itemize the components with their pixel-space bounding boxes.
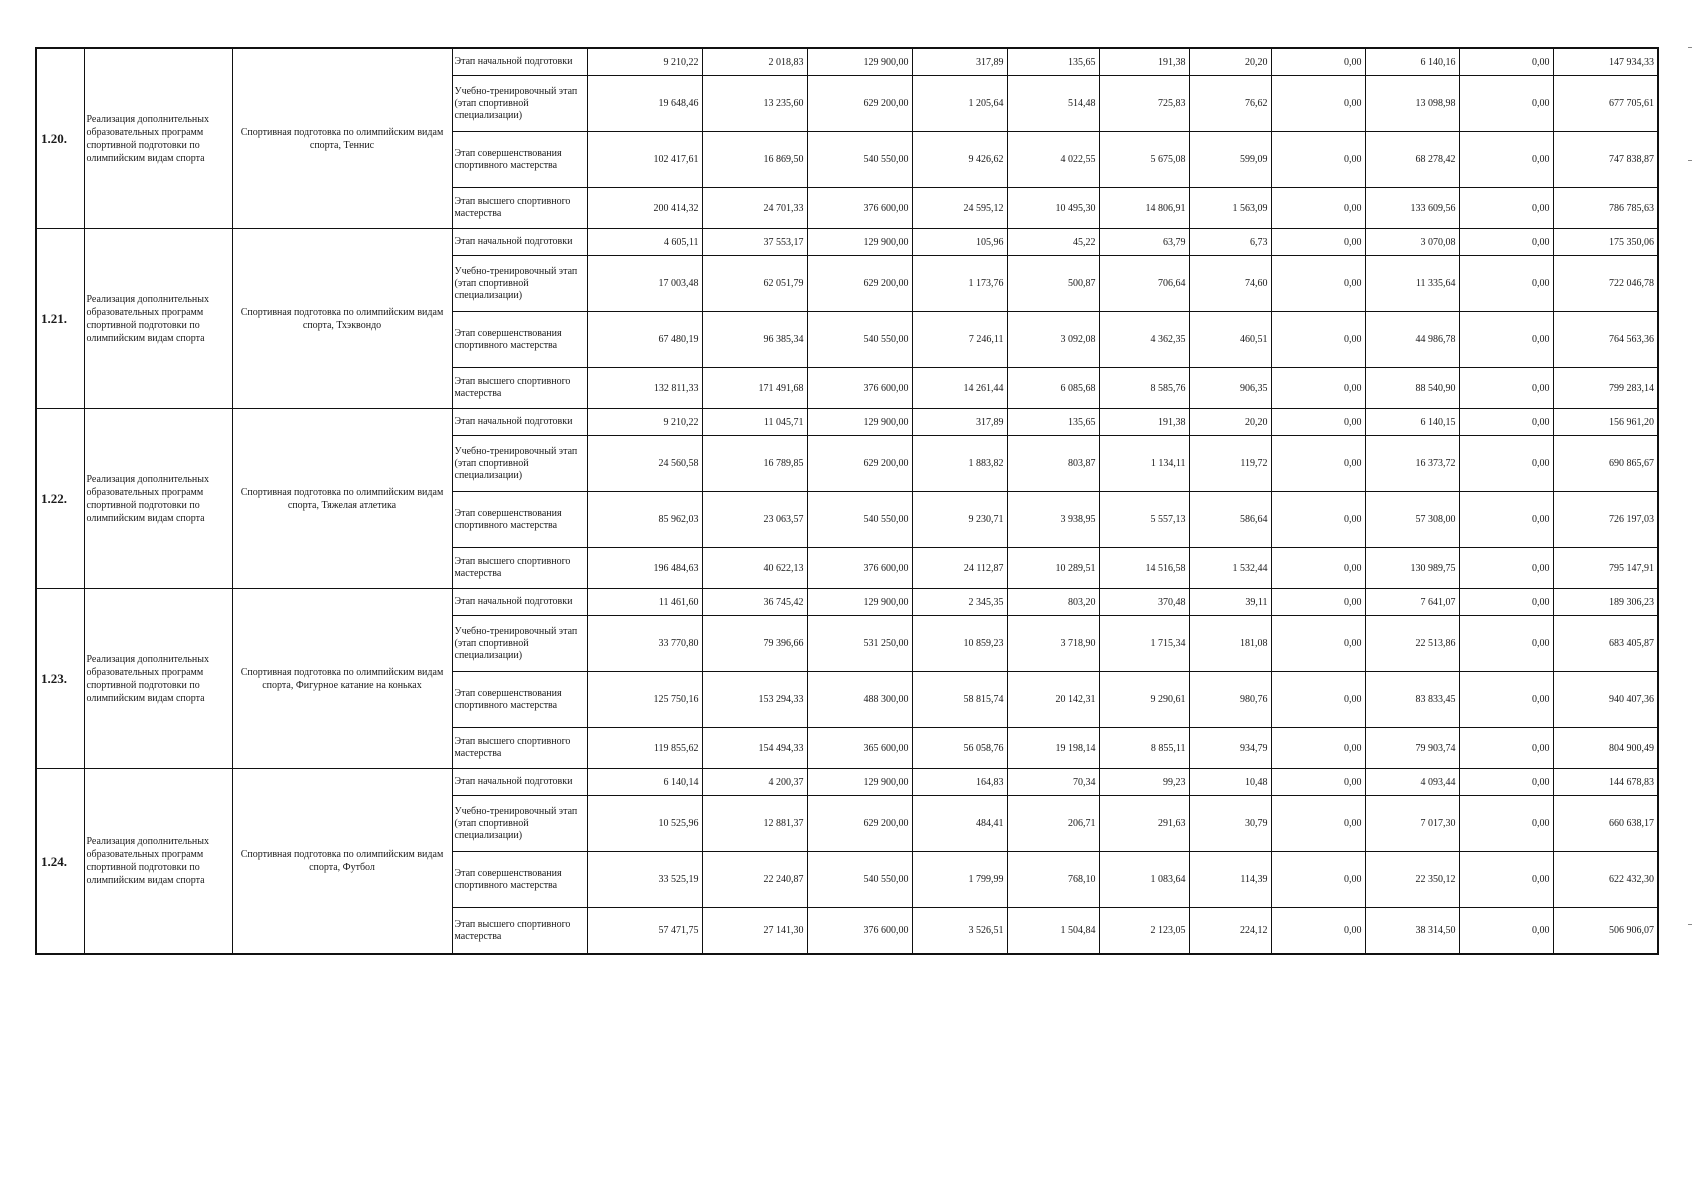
value-cell: 33 525,19 [587, 852, 702, 908]
stage-name: Этап высшего спортивного мастерства [452, 728, 587, 769]
value-cell: 129 900,00 [807, 229, 912, 256]
value-cell: 13 098,98 [1365, 76, 1459, 132]
value-cell: 540 550,00 [807, 312, 912, 368]
value-cell: 44 986,78 [1365, 312, 1459, 368]
stage-name: Этап высшего спортивного мастерства [452, 188, 587, 229]
value-cell: 7 017,30 [1365, 796, 1459, 852]
value-cell: 16 869,50 [702, 132, 807, 188]
value-cell: 33 770,80 [587, 616, 702, 672]
value-cell: 0,00 [1271, 76, 1365, 132]
stage-name: Учебно-тренировочный этап (этап спортивной специализации) [452, 616, 587, 672]
stage-name: Этап высшего спортивного мастерства [452, 548, 587, 589]
value-cell: 24 560,58 [587, 436, 702, 492]
value-cell: 99,23 [1099, 769, 1189, 796]
value-cell: 119 855,62 [587, 728, 702, 769]
value-cell: 629 200,00 [807, 796, 912, 852]
value-cell: 370,48 [1099, 589, 1189, 616]
value-cell: 0,00 [1271, 409, 1365, 436]
value-cell: 62 051,79 [702, 256, 807, 312]
value-cell: 96 385,34 [702, 312, 807, 368]
value-cell: 0,00 [1271, 769, 1365, 796]
value-cell: 144 678,83 [1553, 769, 1658, 796]
value-cell: 376 600,00 [807, 188, 912, 229]
value-cell: 30,79 [1189, 796, 1271, 852]
value-cell: 803,20 [1007, 589, 1099, 616]
value-cell: 677 705,61 [1553, 76, 1658, 132]
value-cell: 63,79 [1099, 229, 1189, 256]
value-cell: 1 134,11 [1099, 436, 1189, 492]
value-cell: 488 300,00 [807, 672, 912, 728]
value-cell: 24 701,33 [702, 188, 807, 229]
value-cell: 125 750,16 [587, 672, 702, 728]
section-code: 1.21. [36, 229, 84, 409]
stage-name: Этап начальной подготовки [452, 769, 587, 796]
value-cell: 11 461,60 [587, 589, 702, 616]
value-cell: 37 553,17 [702, 229, 807, 256]
value-cell: 153 294,33 [702, 672, 807, 728]
value-cell: 0,00 [1271, 492, 1365, 548]
value-cell: 629 200,00 [807, 256, 912, 312]
value-cell: 622 432,30 [1553, 852, 1658, 908]
stage-name: Этап совершенствования спортивного мастерства [452, 132, 587, 188]
value-cell: 0,00 [1271, 852, 1365, 908]
value-cell: 599,09 [1189, 132, 1271, 188]
stage-name: Этап начальной подготовки [452, 48, 587, 76]
value-cell: 1 205,64 [912, 76, 1007, 132]
value-cell: 11 045,71 [702, 409, 807, 436]
value-cell: 24 112,87 [912, 548, 1007, 589]
value-cell: 0,00 [1271, 436, 1365, 492]
value-cell: 795 147,91 [1553, 548, 1658, 589]
value-cell: 0,00 [1459, 312, 1553, 368]
value-cell: 3 526,51 [912, 908, 1007, 955]
value-cell: 5 675,08 [1099, 132, 1189, 188]
value-cell: 803,87 [1007, 436, 1099, 492]
value-cell: 14 516,58 [1099, 548, 1189, 589]
stage-name: Этап начальной подготовки [452, 409, 587, 436]
value-cell: 660 638,17 [1553, 796, 1658, 852]
value-cell: 5 557,13 [1099, 492, 1189, 548]
value-cell: 1 563,09 [1189, 188, 1271, 229]
value-cell: 191,38 [1099, 409, 1189, 436]
value-cell: 690 865,67 [1553, 436, 1658, 492]
value-cell: 6 140,15 [1365, 409, 1459, 436]
section-code: 1.24. [36, 769, 84, 955]
stage-name: Этап высшего спортивного мастерства [452, 368, 587, 409]
value-cell: 14 806,91 [1099, 188, 1189, 229]
value-cell: 45,22 [1007, 229, 1099, 256]
value-cell: 4 022,55 [1007, 132, 1099, 188]
value-cell: 20,20 [1189, 48, 1271, 76]
value-cell: 1 883,82 [912, 436, 1007, 492]
cost-table [35, 47, 1659, 955]
value-cell: 725,83 [1099, 76, 1189, 132]
table-row [36, 409, 1658, 436]
value-cell: 23 063,57 [702, 492, 807, 548]
value-cell: 8 585,76 [1099, 368, 1189, 409]
value-cell: 175 350,06 [1553, 229, 1658, 256]
value-cell: 540 550,00 [807, 132, 912, 188]
value-cell: 799 283,14 [1553, 368, 1658, 409]
value-cell: 13 235,60 [702, 76, 807, 132]
value-cell: 130 989,75 [1365, 548, 1459, 589]
table-row [36, 229, 1658, 256]
value-cell: 36 745,42 [702, 589, 807, 616]
stage-name: Учебно-тренировочный этап (этап спортивной специализации) [452, 436, 587, 492]
value-cell: 10 495,30 [1007, 188, 1099, 229]
value-cell: 1 715,34 [1099, 616, 1189, 672]
value-cell: 0,00 [1459, 256, 1553, 312]
value-cell: 9 230,71 [912, 492, 1007, 548]
value-cell: 586,64 [1189, 492, 1271, 548]
value-cell: 181,08 [1189, 616, 1271, 672]
value-cell: 376 600,00 [807, 548, 912, 589]
value-cell: 10,48 [1189, 769, 1271, 796]
value-cell: 3 092,08 [1007, 312, 1099, 368]
value-cell: 0,00 [1271, 548, 1365, 589]
value-cell: 0,00 [1271, 616, 1365, 672]
value-cell: 16 789,85 [702, 436, 807, 492]
section-code: 1.20. [36, 48, 84, 229]
value-cell: 68 278,42 [1365, 132, 1459, 188]
value-cell: 6 085,68 [1007, 368, 1099, 409]
value-cell: 6 140,14 [587, 769, 702, 796]
stage-name: Этап высшего спортивного мастерства [452, 908, 587, 955]
sport-name: Спортивная подготовка по олимпийским видам спорта, Фигурное катание на коньках [232, 589, 452, 769]
value-cell: 7 246,11 [912, 312, 1007, 368]
value-cell: 6 140,16 [1365, 48, 1459, 76]
program-name: Реализация дополнительных образовательных программ спортивной подготовки по олимпийским видам спорта [84, 589, 232, 769]
value-cell: 484,41 [912, 796, 1007, 852]
value-cell: 10 289,51 [1007, 548, 1099, 589]
value-cell: 129 900,00 [807, 409, 912, 436]
value-cell: 317,89 [912, 409, 1007, 436]
value-cell: 0,00 [1459, 48, 1553, 76]
stage-name: Этап начальной подготовки [452, 229, 587, 256]
value-cell: 132 811,33 [587, 368, 702, 409]
value-cell: 506 906,07 [1553, 908, 1658, 955]
stage-name: Этап начальной подготовки [452, 589, 587, 616]
value-cell: 9 426,62 [912, 132, 1007, 188]
value-cell: 74,60 [1189, 256, 1271, 312]
value-cell: 19 648,46 [587, 76, 702, 132]
value-cell: 0,00 [1459, 492, 1553, 548]
value-cell: 460,51 [1189, 312, 1271, 368]
value-cell: 629 200,00 [807, 76, 912, 132]
value-cell: 2 345,35 [912, 589, 1007, 616]
sport-name: Спортивная подготовка по олимпийским видам спорта, Теннис [232, 48, 452, 229]
value-cell: 58 815,74 [912, 672, 1007, 728]
value-cell: 0,00 [1459, 616, 1553, 672]
sport-name: Спортивная подготовка по олимпийским видам спорта, Футбол [232, 769, 452, 955]
value-cell: 0,00 [1271, 132, 1365, 188]
value-cell: 4 605,11 [587, 229, 702, 256]
value-cell: 531 250,00 [807, 616, 912, 672]
value-cell: 0,00 [1271, 188, 1365, 229]
value-cell: 786 785,63 [1553, 188, 1658, 229]
value-cell: 1 083,64 [1099, 852, 1189, 908]
value-cell: 0,00 [1271, 229, 1365, 256]
value-cell: 934,79 [1189, 728, 1271, 769]
edge-mark [1688, 47, 1692, 48]
value-cell: 3 718,90 [1007, 616, 1099, 672]
value-cell: 79 396,66 [702, 616, 807, 672]
value-cell: 27 141,30 [702, 908, 807, 955]
stage-name: Этап совершенствования спортивного мастерства [452, 852, 587, 908]
value-cell: 0,00 [1459, 409, 1553, 436]
value-cell: 10 859,23 [912, 616, 1007, 672]
value-cell: 129 900,00 [807, 589, 912, 616]
value-cell: 540 550,00 [807, 492, 912, 548]
value-cell: 0,00 [1459, 188, 1553, 229]
value-cell: 11 335,64 [1365, 256, 1459, 312]
value-cell: 722 046,78 [1553, 256, 1658, 312]
value-cell: 9 210,22 [587, 409, 702, 436]
value-cell: 20,20 [1189, 409, 1271, 436]
value-cell: 24 595,12 [912, 188, 1007, 229]
program-name: Реализация дополнительных образовательных программ спортивной подготовки по олимпийским видам спорта [84, 229, 232, 409]
value-cell: 0,00 [1271, 908, 1365, 955]
value-cell: 9 290,61 [1099, 672, 1189, 728]
value-cell: 19 198,14 [1007, 728, 1099, 769]
value-cell: 12 881,37 [702, 796, 807, 852]
value-cell: 129 900,00 [807, 48, 912, 76]
value-cell: 906,35 [1189, 368, 1271, 409]
value-cell: 768,10 [1007, 852, 1099, 908]
value-cell: 0,00 [1459, 908, 1553, 955]
stage-name: Этап совершенствования спортивного мастерства [452, 672, 587, 728]
value-cell: 79 903,74 [1365, 728, 1459, 769]
value-cell: 0,00 [1271, 256, 1365, 312]
value-cell: 0,00 [1459, 769, 1553, 796]
stage-name: Этап совершенствования спортивного мастерства [452, 492, 587, 548]
value-cell: 747 838,87 [1553, 132, 1658, 188]
value-cell: 70,34 [1007, 769, 1099, 796]
value-cell: 38 314,50 [1365, 908, 1459, 955]
value-cell: 0,00 [1459, 229, 1553, 256]
value-cell: 147 934,33 [1553, 48, 1658, 76]
table-row [36, 769, 1658, 796]
sport-name: Спортивная подготовка по олимпийским видам спорта, Тяжелая атлетика [232, 409, 452, 589]
table-row [36, 589, 1658, 616]
value-cell: 0,00 [1459, 852, 1553, 908]
value-cell: 105,96 [912, 229, 1007, 256]
value-cell: 1 532,44 [1189, 548, 1271, 589]
value-cell: 16 373,72 [1365, 436, 1459, 492]
stage-name: Учебно-тренировочный этап (этап спортивной специализации) [452, 256, 587, 312]
value-cell: 129 900,00 [807, 769, 912, 796]
value-cell: 85 962,03 [587, 492, 702, 548]
value-cell: 57 471,75 [587, 908, 702, 955]
value-cell: 88 540,90 [1365, 368, 1459, 409]
value-cell: 164,83 [912, 769, 1007, 796]
edge-mark [1688, 924, 1692, 925]
value-cell: 0,00 [1271, 728, 1365, 769]
value-cell: 0,00 [1271, 589, 1365, 616]
value-cell: 196 484,63 [587, 548, 702, 589]
value-cell: 500,87 [1007, 256, 1099, 312]
value-cell: 200 414,32 [587, 188, 702, 229]
value-cell: 0,00 [1459, 76, 1553, 132]
value-cell: 171 491,68 [702, 368, 807, 409]
value-cell: 119,72 [1189, 436, 1271, 492]
value-cell: 135,65 [1007, 409, 1099, 436]
value-cell: 764 563,36 [1553, 312, 1658, 368]
value-cell: 804 900,49 [1553, 728, 1658, 769]
value-cell: 135,65 [1007, 48, 1099, 76]
program-name: Реализация дополнительных образовательных программ спортивной подготовки по олимпийским видам спорта [84, 48, 232, 229]
value-cell: 0,00 [1271, 48, 1365, 76]
value-cell: 683 405,87 [1553, 616, 1658, 672]
value-cell: 156 961,20 [1553, 409, 1658, 436]
value-cell: 76,62 [1189, 76, 1271, 132]
value-cell: 706,64 [1099, 256, 1189, 312]
value-cell: 56 058,76 [912, 728, 1007, 769]
value-cell: 0,00 [1271, 796, 1365, 852]
sport-name: Спортивная подготовка по олимпийским видам спорта, Тхэквондо [232, 229, 452, 409]
value-cell: 22 513,86 [1365, 616, 1459, 672]
value-cell: 22 350,12 [1365, 852, 1459, 908]
value-cell: 6,73 [1189, 229, 1271, 256]
value-cell: 0,00 [1459, 728, 1553, 769]
value-cell: 0,00 [1459, 368, 1553, 409]
value-cell: 224,12 [1189, 908, 1271, 955]
value-cell: 191,38 [1099, 48, 1189, 76]
value-cell: 2 018,83 [702, 48, 807, 76]
value-cell: 291,63 [1099, 796, 1189, 852]
value-cell: 67 480,19 [587, 312, 702, 368]
value-cell: 4 200,37 [702, 769, 807, 796]
value-cell: 10 525,96 [587, 796, 702, 852]
section-code: 1.22. [36, 409, 84, 589]
value-cell: 0,00 [1271, 368, 1365, 409]
value-cell: 133 609,56 [1365, 188, 1459, 229]
stage-name: Этап совершенствования спортивного мастерства [452, 312, 587, 368]
value-cell: 940 407,36 [1553, 672, 1658, 728]
program-name: Реализация дополнительных образовательных программ спортивной подготовки по олимпийским видам спорта [84, 769, 232, 955]
value-cell: 629 200,00 [807, 436, 912, 492]
value-cell: 7 641,07 [1365, 589, 1459, 616]
value-cell: 20 142,31 [1007, 672, 1099, 728]
value-cell: 206,71 [1007, 796, 1099, 852]
stage-name: Учебно-тренировочный этап (этап спортивной специализации) [452, 76, 587, 132]
value-cell: 102 417,61 [587, 132, 702, 188]
value-cell: 540 550,00 [807, 852, 912, 908]
value-cell: 317,89 [912, 48, 1007, 76]
value-cell: 189 306,23 [1553, 589, 1658, 616]
value-cell: 0,00 [1459, 436, 1553, 492]
value-cell: 9 210,22 [587, 48, 702, 76]
section-code: 1.23. [36, 589, 84, 769]
table-row [36, 48, 1658, 76]
edge-mark [1688, 160, 1692, 161]
value-cell: 0,00 [1459, 796, 1553, 852]
value-cell: 514,48 [1007, 76, 1099, 132]
value-cell: 3 070,08 [1365, 229, 1459, 256]
value-cell: 0,00 [1459, 589, 1553, 616]
value-cell: 1 504,84 [1007, 908, 1099, 955]
value-cell: 114,39 [1189, 852, 1271, 908]
value-cell: 376 600,00 [807, 908, 912, 955]
program-name: Реализация дополнительных образовательных программ спортивной подготовки по олимпийским видам спорта [84, 409, 232, 589]
value-cell: 0,00 [1271, 672, 1365, 728]
value-cell: 83 833,45 [1365, 672, 1459, 728]
value-cell: 376 600,00 [807, 368, 912, 409]
value-cell: 40 622,13 [702, 548, 807, 589]
value-cell: 17 003,48 [587, 256, 702, 312]
value-cell: 0,00 [1459, 672, 1553, 728]
value-cell: 154 494,33 [702, 728, 807, 769]
value-cell: 14 261,44 [912, 368, 1007, 409]
value-cell: 1 173,76 [912, 256, 1007, 312]
value-cell: 57 308,00 [1365, 492, 1459, 548]
value-cell: 4 093,44 [1365, 769, 1459, 796]
value-cell: 4 362,35 [1099, 312, 1189, 368]
value-cell: 3 938,95 [1007, 492, 1099, 548]
value-cell: 8 855,11 [1099, 728, 1189, 769]
value-cell: 1 799,99 [912, 852, 1007, 908]
value-cell: 0,00 [1459, 548, 1553, 589]
value-cell: 365 600,00 [807, 728, 912, 769]
value-cell: 39,11 [1189, 589, 1271, 616]
stage-name: Учебно-тренировочный этап (этап спортивной специализации) [452, 796, 587, 852]
value-cell: 22 240,87 [702, 852, 807, 908]
value-cell: 726 197,03 [1553, 492, 1658, 548]
value-cell: 980,76 [1189, 672, 1271, 728]
value-cell: 2 123,05 [1099, 908, 1189, 955]
value-cell: 0,00 [1271, 312, 1365, 368]
value-cell: 0,00 [1459, 132, 1553, 188]
